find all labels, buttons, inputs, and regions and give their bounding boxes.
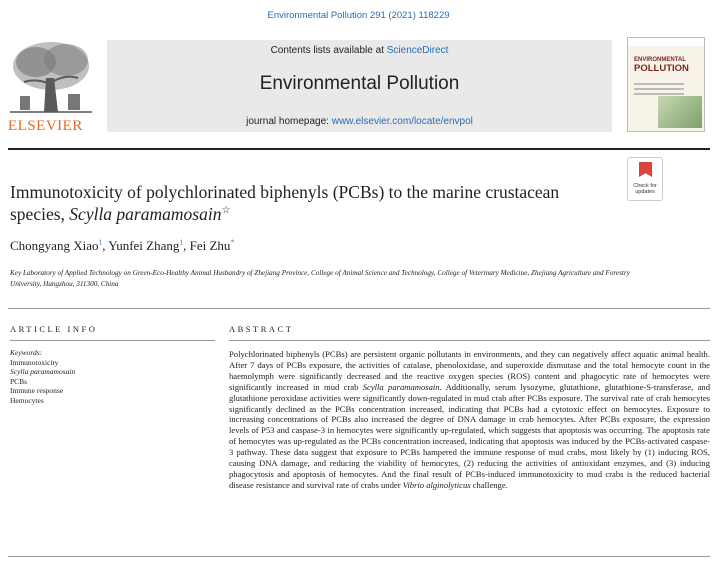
journal-name: Environmental Pollution (259, 73, 460, 94)
cover-image (658, 96, 702, 128)
section-divider (8, 308, 710, 309)
cover-title (634, 57, 689, 74)
contents-available-line (107, 45, 612, 56)
author-affiliation-mark[interactable]: 1 (98, 237, 103, 247)
author-affiliation-mark[interactable]: 1 (179, 237, 184, 247)
keyword-item: PCBs (10, 376, 28, 386)
article-title (10, 181, 610, 225)
journal-homepage-link[interactable]: www.elsevier.com/locate/envpol (331, 116, 473, 127)
contents-prefix: Contents lists available at (270, 45, 387, 56)
cover-title-small: ENVIRONMENTAL (634, 57, 686, 63)
sciencedirect-link[interactable]: ScienceDirect (386, 45, 449, 56)
corresponding-author-mark[interactable]: * (230, 237, 235, 247)
abstract-part: challenge. (470, 479, 508, 490)
abstract-rule (229, 340, 710, 341)
abstract-text (229, 349, 710, 491)
keywords-block (10, 348, 75, 405)
cover-title-big: POLLUTION (634, 63, 689, 74)
author-affiliation: Key Laboratory of Applied Technology on Green-Eco-Healthy Animal Husbandry of Zhejiang Province, College of Animal Science and Technology, College of Veterinary Medicine, Zhejiang Agriculture and Forestry University, Hangzhou, 311300, China (10, 269, 630, 288)
abstract-part: . Additionally, serum lysozyme, glutathione, glutathione-S-transferase, and glutathione peroxidase activities were significantly down-regulated in mud crab after PCBs exposure. The survival rate of crab hemocytes significantly declined as the PCBs concentration increased, indicating that PCBs had a cytotoxic effect on hemocytes. Exposure to increasing concentrations of PCBs also increased the degree of DNA damage in crab hemocytes. After PCBs exposure, the expression levels of P53 and caspase-3 in hemocytes were significantly up-regulated, which suggests that apoptosis was occurring. The apoptosis rate of hemocytes was up-regulated as the PCBs concentration increased, indicating that apoptosis was induced by the PCBs-activated caspase-3 pathway. These data suggest that exposure to PCBs hampered the immune response of mud crabs, most likely by (1) inducing ROS, causing DNA damage, and reducing the viability of hemocytes, (2) reducing the activities of antioxidant enzymes, and (3) inducing phagocytosis and apoptosis of hemocytes. And the final result of PCBs-induced immunotoxicity to mud crabs is the reduced bacterial disease resistance and survival rate of crabs under (229, 381, 710, 490)
keyword-item: Hemocytes (10, 395, 44, 405)
elsevier-wordmark[interactable]: ELSEVIER (8, 118, 83, 134)
title-text: Immunotoxicity of polychlorinated biphenyls (PCBs) to the marine crustacean species, (10, 182, 560, 224)
keyword-item: Scylla paramamosain (10, 367, 76, 376)
title-species: Scylla paramamosain (69, 204, 222, 224)
abstract-bottom-rule (8, 556, 710, 557)
author-name[interactable]: Chongyang Xiao (10, 238, 99, 253)
header-divider (8, 148, 710, 150)
check-for-updates-button[interactable] (627, 157, 663, 201)
check-for-updates-label: Check for updates (633, 183, 657, 195)
author-name[interactable]: Yunfei Zhang (108, 238, 180, 253)
crossmark-bookmark-icon (639, 162, 652, 177)
article-info-heading: ARTICLE INFO (10, 324, 98, 334)
abstract-heading: ABSTRACT (229, 324, 294, 334)
keyword-item: Immunotoxicity (10, 357, 59, 367)
author-list (10, 238, 234, 254)
abstract-part: Polychlorinated biphenyls (PCBs) are persistent organic pollutants in environments, and they can negatively affect aquatic animal health. After 7 days of PCBs exposure, the activities of catalase, phenoloxidase, and superoxide dismutase and the total hemocyte count in the haemolymph were significantly decreased and the reactive oxygen species (ROS) content and phagocytic rate of hemocytes were significantly increased in mud crab (229, 349, 710, 392)
journal-homepage-line (107, 116, 612, 127)
abstract-species: Scylla paramamosain (362, 381, 440, 392)
homepage-prefix: journal homepage: (246, 116, 332, 127)
article-info-rule (10, 340, 215, 341)
author-separator: , (183, 238, 190, 253)
author-separator: , (102, 238, 109, 253)
abstract-pathogen: Vibrio alginolyticus (402, 479, 471, 490)
journal-cover-thumbnail[interactable] (627, 37, 705, 132)
journal-citation-link[interactable]: Environmental Pollution 291 (2021) 118229 (267, 10, 450, 21)
keywords-label: Keywords: (10, 348, 43, 357)
title-footnote-star[interactable]: ☆ (221, 205, 231, 217)
keyword-item: Immune response (10, 386, 64, 395)
journal-banner (107, 40, 612, 132)
author-name[interactable]: Fei Zhu (189, 238, 231, 253)
